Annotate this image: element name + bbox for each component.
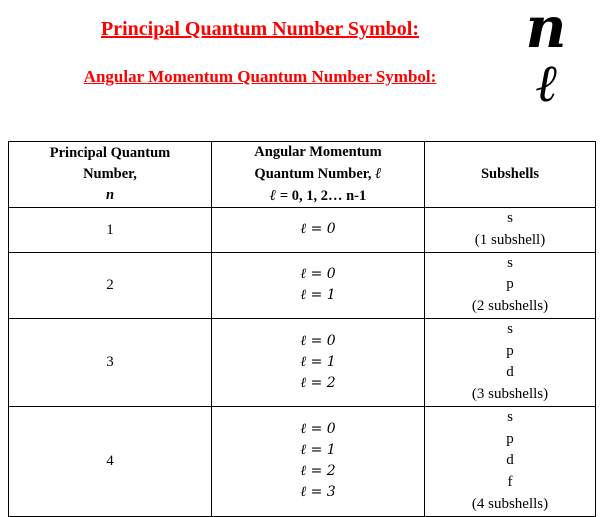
cell-subshells	[425, 252, 596, 318]
angular-value: ℓ = 1	[300, 442, 336, 459]
subshell-label: p	[506, 430, 514, 447]
column-header-principal-symbol: n	[105, 187, 115, 204]
column-header-angular-line1: Angular Momentum	[254, 144, 382, 160]
angular-value: ℓ = 0	[300, 266, 336, 283]
subshell-count: (3 subshells)	[471, 386, 549, 403]
column-header-principal	[9, 142, 212, 208]
column-header-range-symbol: ℓ	[269, 186, 277, 205]
quantum-numbers-table	[8, 141, 596, 517]
column-header-angular-range	[212, 185, 424, 207]
table-row	[9, 208, 596, 253]
cell-subshells	[425, 208, 596, 253]
symbol-legend	[506, 0, 586, 114]
subshell-label: f	[507, 474, 513, 491]
column-header-angular-line2	[212, 163, 424, 185]
cell-subshells	[425, 318, 596, 406]
cell-subshells	[425, 406, 596, 516]
table-row	[9, 406, 596, 516]
angular-value: ℓ = 0	[300, 421, 336, 438]
cell-angular-values	[212, 406, 425, 516]
angular-value: ℓ = 2	[300, 463, 336, 480]
cell-angular-values	[212, 318, 425, 406]
subshell-label: p	[506, 342, 514, 359]
angular-momentum-symbol: ℓ	[535, 54, 557, 114]
table-body	[9, 208, 596, 517]
subshell-count: (4 subshells)	[471, 495, 549, 512]
column-header-angular	[212, 142, 425, 208]
angular-value: ℓ = 1	[300, 353, 336, 370]
subshell-label: s	[507, 210, 513, 227]
column-header-range-text: = 0, 1, 2… n-1	[279, 188, 367, 205]
page-subtitle: Angular Momentum Quantum Number Symbol:	[83, 67, 437, 86]
angular-value: ℓ = 2	[300, 374, 336, 391]
cell-angular-values	[212, 208, 425, 253]
page-title: Principal Quantum Number Symbol:	[101, 18, 419, 40]
column-header-principal-line1: Principal Quantum	[49, 145, 171, 161]
cell-principal-number: 2	[9, 252, 212, 318]
table-row	[9, 252, 596, 318]
headings-block	[0, 0, 520, 87]
angular-value: ℓ = 3	[300, 484, 336, 501]
column-header-angular-label: Quantum Number,	[254, 166, 372, 183]
subshell-count: (2 subshells)	[471, 298, 549, 315]
cell-principal-number: 4	[9, 406, 212, 516]
column-header-angular-symbol: ℓ	[375, 164, 382, 183]
cell-angular-values	[212, 252, 425, 318]
subshell-label: s	[507, 320, 513, 337]
subshell-label: d	[506, 452, 514, 469]
angular-value: ℓ = 1	[300, 287, 336, 304]
table-header-row	[9, 142, 596, 208]
principal-quantum-symbol: n	[525, 0, 567, 61]
table-row	[9, 318, 596, 406]
cell-principal-number: 3	[9, 318, 212, 406]
angular-value: ℓ = 0	[300, 221, 336, 238]
angular-value: ℓ = 0	[300, 332, 336, 349]
cell-principal-number: 1	[9, 208, 212, 253]
column-header-principal-line2: Number,	[83, 166, 137, 183]
subshell-label: s	[507, 254, 513, 271]
table-header	[9, 142, 596, 208]
subshell-label: p	[506, 276, 514, 293]
subshell-label: d	[506, 364, 514, 381]
subshell-count: (1 subshell)	[474, 231, 546, 248]
subshell-label: s	[507, 408, 513, 425]
column-header-subshells: Subshells	[425, 142, 596, 208]
